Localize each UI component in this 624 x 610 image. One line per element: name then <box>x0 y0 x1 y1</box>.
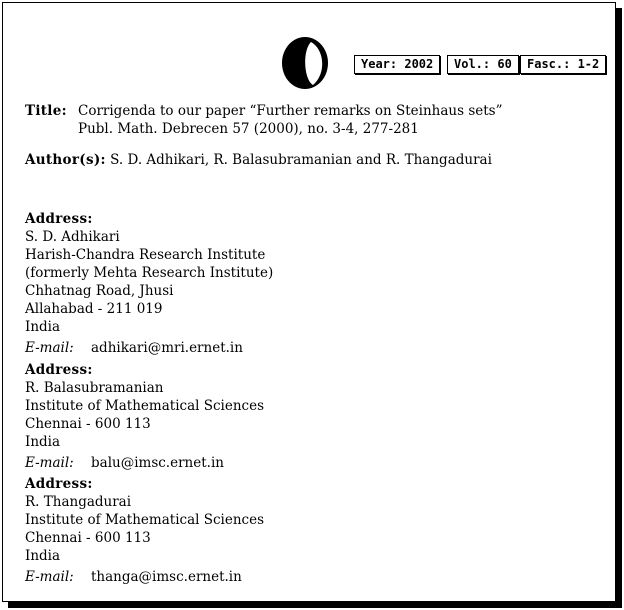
address-line: India <box>25 548 61 564</box>
address-line: R. Thangadurai <box>25 494 132 510</box>
publication-reference: Publ. Math. Debrecen 57 (2000), no. 3-4, 277-281 <box>78 121 419 137</box>
title-label: Title: <box>25 103 67 119</box>
author-name: S. D. Adhikari <box>110 152 205 168</box>
address-line: Chhatnag Road, Jhusi <box>25 283 174 299</box>
address-line: Institute of Mathematical Sciences <box>25 512 265 528</box>
author-separator: , <box>204 152 210 168</box>
address-label: Address: <box>25 211 93 227</box>
email-address: thanga@imsc.ernet.in <box>91 569 242 585</box>
address-line: Allahabad - 211 019 <box>25 301 163 317</box>
address-line: India <box>25 319 61 335</box>
address-line: Harish-Chandra Research Institute <box>25 247 266 263</box>
authors-label: Author(s): <box>25 152 106 168</box>
email-label: E-mail: <box>25 569 74 585</box>
authors-line <box>25 151 492 169</box>
author-separator: and <box>356 152 382 168</box>
address-line: S. D. Adhikari <box>25 229 120 245</box>
email-label: E-mail: <box>25 455 74 471</box>
email-address: adhikari@mri.ernet.in <box>91 340 243 356</box>
fascicle-badge: Fasc.: 1-2 <box>520 55 606 74</box>
author-name: R. Balasubramanian <box>213 152 352 168</box>
document-page <box>2 2 616 602</box>
address-line: Chennai - 600 113 <box>25 530 151 546</box>
address-line: India <box>25 434 61 450</box>
email-address: balu@imsc.ernet.in <box>91 455 224 471</box>
journal-logo-icon <box>280 35 330 91</box>
address-label: Address: <box>25 362 93 378</box>
author-name: R. Thangadurai <box>385 152 492 168</box>
address-line: Chennai - 600 113 <box>25 416 151 432</box>
volume-badge: Vol.: 60 <box>447 55 519 74</box>
address-label: Address: <box>25 476 93 492</box>
paper-title: Corrigenda to our paper “Further remarks on Steinhaus sets” <box>78 103 503 119</box>
address-line: R. Balasubramanian <box>25 380 164 396</box>
address-line: Institute of Mathematical Sciences <box>25 398 265 414</box>
address-line: (formerly Mehta Research Institute) <box>25 265 274 281</box>
email-label: E-mail: <box>25 340 74 356</box>
year-badge: Year: 2002 <box>354 55 440 74</box>
